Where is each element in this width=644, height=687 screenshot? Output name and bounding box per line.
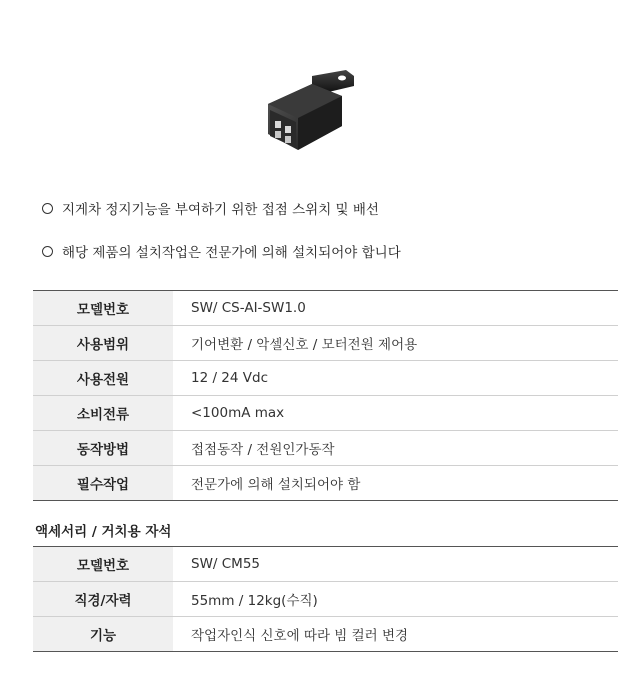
table-row (33, 617, 618, 652)
note-text: 해당 제품의 설치작업은 전문가에 의해 설치되어야 합니다 (62, 245, 401, 261)
spec-label: 사용전원 (33, 361, 173, 396)
table-row (33, 431, 618, 466)
note-text: 지게차 정지기능을 부여하기 위한 접점 스위치 및 배선 (62, 202, 379, 218)
accessory-table (33, 546, 618, 652)
spec-value: <100mA max (173, 396, 618, 431)
table-row (33, 396, 618, 431)
relay-switch-product-icon (250, 66, 368, 156)
spec-label: 직경/자력 (33, 582, 173, 617)
spec-label: 사용범위 (33, 326, 173, 361)
spec-value: 55mm / 12kg(수직) (173, 582, 618, 617)
spec-value: 전문가에 의해 설치되어야 함 (173, 466, 618, 501)
spec-value: 접점동작 / 전원인가동작 (173, 431, 618, 466)
spec-label: 필수작업 (33, 466, 173, 501)
spec-value: 기어변환 / 악셀신호 / 모터전원 제어용 (173, 326, 618, 361)
accessory-section-title: 액세서리 / 거치용 자석 (35, 524, 172, 540)
table-row (33, 361, 618, 396)
table-row (33, 466, 618, 501)
circle-bullet-icon (42, 203, 53, 214)
spec-label: 동작방법 (33, 431, 173, 466)
product-image (250, 66, 368, 156)
spec-table (33, 290, 618, 501)
table-row (33, 582, 618, 617)
table-row (33, 547, 618, 582)
spec-label: 모델번호 (33, 291, 173, 326)
note-item (42, 241, 401, 261)
spec-value: SW/ CM55 (173, 547, 618, 582)
table-row (33, 326, 618, 361)
spec-label: 소비전류 (33, 396, 173, 431)
circle-bullet-icon (42, 246, 53, 257)
spec-label: 기능 (33, 617, 173, 652)
note-item (42, 198, 379, 218)
spec-value: SW/ CS-AI-SW1.0 (173, 291, 618, 326)
spec-value: 작업자인식 신호에 따라 빔 컬러 변경 (173, 617, 618, 652)
spec-label: 모델번호 (33, 547, 173, 582)
spec-value: 12 / 24 Vdc (173, 361, 618, 396)
table-row (33, 291, 618, 326)
